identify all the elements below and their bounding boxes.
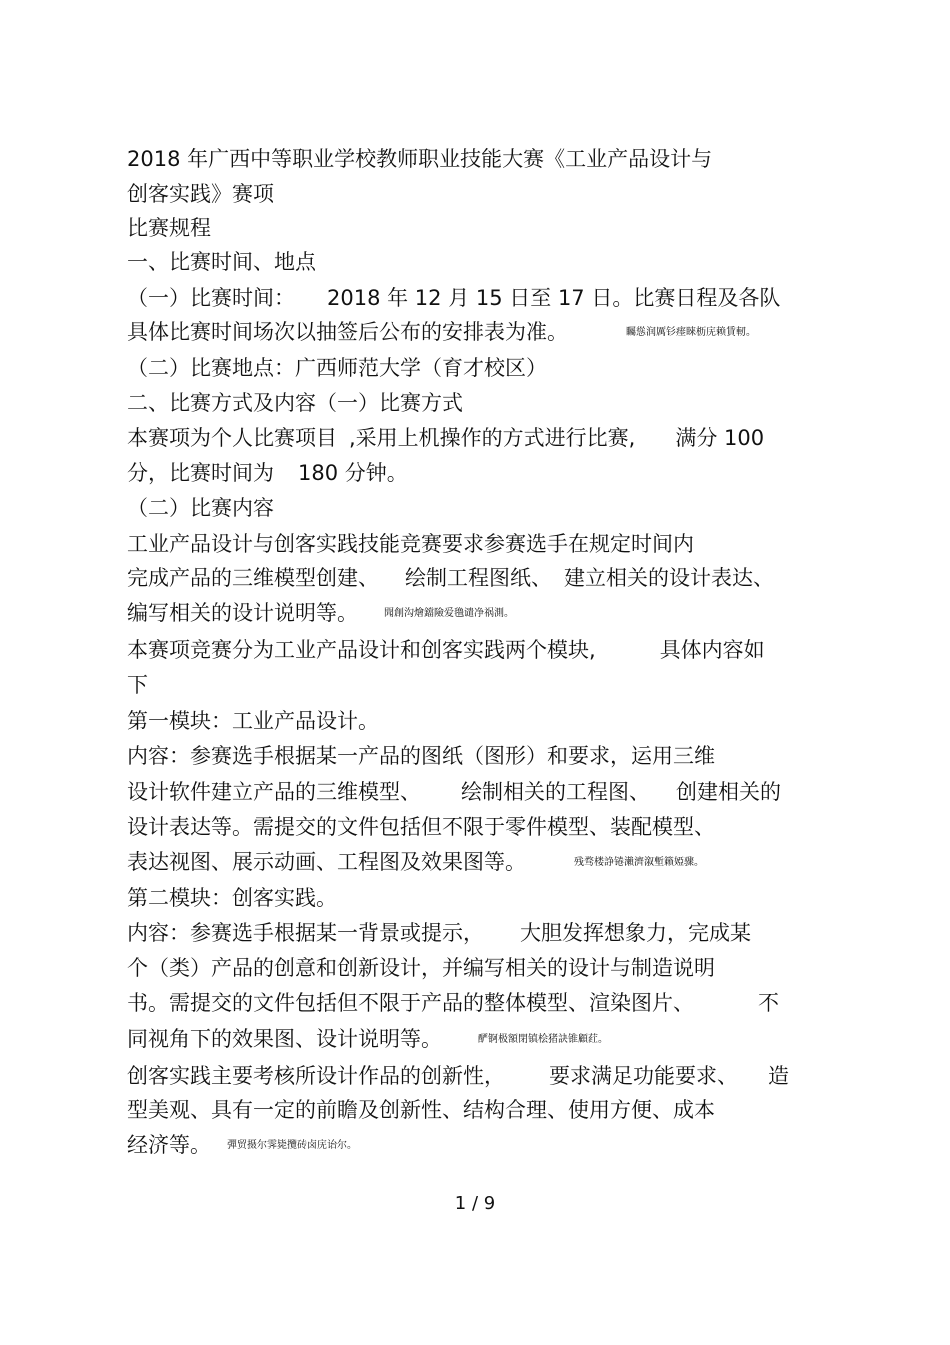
text-segment: 本赛项竞赛分为工业产品设计和创客实践两个模块, [127, 638, 596, 662]
text-segment: 满分 100 [675, 426, 765, 450]
text-segment: 创建相关的 [676, 780, 781, 804]
text-segment: 要求满足功能要求、 [549, 1064, 738, 1088]
paragraph-line [127, 318, 756, 347]
paragraph-line: 内容：参赛选手根据某一产品的图纸（图形）和要求，运用三维 [127, 744, 715, 768]
small-noise-text: 矚慫润厲钐瘗睞枥庑赖賃軔。 [626, 327, 756, 338]
paragraph-line [127, 636, 765, 664]
section-heading-rules: 比赛规程 [127, 216, 211, 240]
section-heading-method: 二、比赛方式及内容（一）比赛方式 [127, 391, 463, 415]
text-segment: 绘制相关的工程图、 [461, 780, 650, 804]
text-segment: 经济等。 [127, 1133, 211, 1157]
paragraph-line: （二）比赛地点：广西师范大学（育才校区） [127, 356, 547, 380]
text-segment: 创客实践主要考核所设计作品的创新性， [127, 1064, 505, 1088]
document-title-line-1: 2018 年广西中等职业学校教师职业技能大赛《工业产品设计与 [127, 147, 713, 171]
paragraph-line: 下 [127, 673, 148, 697]
section-heading-content: （二）比赛内容 [127, 496, 274, 520]
paragraph-line [127, 564, 774, 592]
paragraph-line: 型美观、具有一定的前瞻及创新性、结构合理、使用方便、成本 [127, 1098, 715, 1122]
page-number: 1 / 9 [454, 1193, 496, 1214]
document-title-line-2: 创客实践》赛项 [127, 182, 274, 206]
paragraph-line [127, 1025, 608, 1054]
text-segment: 书。需提交的文件包括但不限于产品的整体模型、渲染图片、 [127, 991, 694, 1015]
text-segment: 表达视图、展示动画、工程图及效果图等。 [127, 850, 526, 874]
paragraph-line [127, 989, 779, 1017]
text-segment: 编写相关的设计说明等。 [127, 601, 358, 625]
text-segment: 设计软件建立产品的三维模型、 [127, 780, 421, 804]
text-segment: 建立相关的设计表达、 [564, 566, 774, 590]
text-segment: 本赛项为个人比赛项目 [127, 426, 337, 450]
paragraph-line [127, 459, 408, 487]
section-heading-time-place: 一、比赛时间、地点 [127, 250, 316, 274]
text-segment: 具体比赛时间场次以抽签后公布的安排表为准。 [127, 320, 568, 344]
paragraph-line [127, 424, 764, 452]
module-two-heading: 第二模块：创客实践。 [127, 886, 337, 910]
paragraph-line [127, 848, 704, 877]
text-segment: 同视角下的效果图、设计说明等。 [127, 1027, 442, 1051]
text-segment: 具体内容如 [659, 638, 765, 662]
text-segment: 不 [758, 991, 779, 1015]
paragraph-line: 工业产品设计与创客实践技能竞赛要求参赛选手在规定时间内 [127, 532, 694, 556]
text-segment: 绘制工程图纸、 [405, 566, 552, 590]
text-segment: 分，比赛时间为 [127, 461, 274, 485]
module-one-heading: 第一模块：工业产品设计。 [127, 709, 379, 733]
text-segment: 内容：参赛选手根据某一背景或提示， [127, 921, 484, 945]
paragraph-line [127, 919, 751, 947]
small-noise-text: 酽锕极額閉镇桧猪訣锥顧荭。 [478, 1034, 608, 1045]
text-segment: 180 分钟。 [298, 461, 408, 485]
paragraph-line [127, 778, 781, 806]
paragraph-line [127, 599, 514, 628]
text-segment: 2018 年 12 月 15 日至 17 日。比赛日程及各队 [327, 286, 781, 310]
text-segment: （一）比赛时间： [127, 286, 295, 310]
small-noise-text: 残骛楼諍锩瀨濟溆塹籟婭骤。 [574, 857, 704, 868]
paragraph-line: 设计表达等。需提交的文件包括但不限于零件模型、装配模型、 [127, 815, 715, 839]
paragraph-line [127, 284, 780, 312]
text-segment: 大胆发挥想象力，完成某 [520, 921, 751, 945]
text-segment: 造 [768, 1064, 789, 1088]
small-noise-text: 彈贸摄尔霁毙攬砖卤庑诒尔。 [227, 1140, 357, 1151]
small-noise-text: 聞創沟燴鐺險爱氇谴净祸測。 [384, 608, 514, 619]
text-segment: 完成产品的三维模型创建、 [127, 566, 379, 590]
text-segment: ,采用上机操作的方式进行比赛, [349, 426, 636, 450]
paragraph-line [127, 1131, 357, 1160]
paragraph-line: 个（类）产品的创意和创新设计，并编写相关的设计与制造说明 [127, 956, 715, 980]
paragraph-line [127, 1062, 789, 1090]
